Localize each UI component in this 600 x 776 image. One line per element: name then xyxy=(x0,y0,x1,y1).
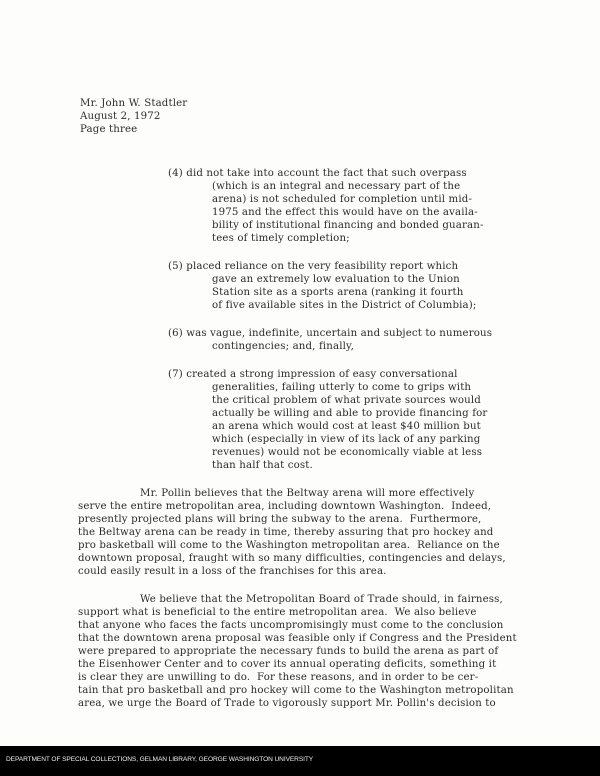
paragraph-line: We believe that the Metropolitan Board of Trade should, in fairness, xyxy=(140,594,503,605)
item-line: contingencies; and, finally, xyxy=(212,341,354,352)
item-line: (4) did not take into account the fact that such overpass xyxy=(168,168,467,179)
item-line: gave an extremely low evaluation to the Union xyxy=(212,274,460,285)
item-line: of five available sites in the District of Columbia); xyxy=(212,300,477,311)
paragraph-line: pro basketball will come to the Washington metropolitan area. Reliance on the xyxy=(78,540,500,551)
item-line: 1975 and the effect this would have on the availa- xyxy=(212,207,478,218)
item-line: tees of timely completion; xyxy=(212,233,350,244)
item-line: than half that cost. xyxy=(212,460,313,471)
paragraph-line: could easily result in a loss of the franchises for this area. xyxy=(78,566,387,577)
item-line: (6) was vague, indefinite, uncertain and subject to numerous xyxy=(168,328,493,339)
item-line: which (especially in view of its lack of any parking xyxy=(212,434,481,445)
item-line: the critical problem of what private sources would xyxy=(212,395,481,406)
recipient-name: Mr. John W. Stadtler xyxy=(80,98,188,109)
paragraph-line: Mr. Pollin believes that the Beltway arena will more effectively xyxy=(140,488,475,499)
footer-credit: DEPARTMENT OF SPECIAL COLLECTIONS, GELMAN LIBRARY, GEORGE WASHINGTON UNIVERSITY xyxy=(6,756,314,763)
letter-date: August 2, 1972 xyxy=(80,111,161,122)
item-line: (which is an integral and necessary part of the xyxy=(212,181,461,192)
item-line: an arena which would cost at least $40 million but xyxy=(212,421,481,432)
item-line: revenues) would not be economically viable at less xyxy=(212,447,483,458)
paragraph-line: downtown proposal, fraught with so many difficulties, contingencies and delays, xyxy=(78,553,506,564)
page-label: Page three xyxy=(80,124,138,135)
paragraph-line: that the downtown arena proposal was feasible only if Congress and the President xyxy=(78,633,517,644)
paragraph-line: the Beltway arena can be ready in time, thereby assuring that pro hockey and xyxy=(78,527,494,538)
paragraph-line: the Eisenhower Center and to cover its annual operating deficits, something it xyxy=(78,659,497,670)
paragraph-line: is clear they are unwilling to do. For these reasons, and in order to be cer- xyxy=(78,672,479,683)
footer-bar xyxy=(0,746,600,776)
paragraph-line: presently projected plans will bring the subway to the arena. Furthermore, xyxy=(78,514,482,525)
item-line: arena) is not scheduled for completion until mid- xyxy=(212,194,473,205)
paragraph-line: tain that pro basketball and pro hockey will come to the Washington metropolitan xyxy=(78,685,514,696)
paragraph-line: serve the entire metropolitan area, including downtown Washington. Indeed, xyxy=(78,501,492,512)
item-line: (7) created a strong impression of easy conversational xyxy=(168,369,458,380)
paragraph-line: were prepared to appropriate the necessary funds to build the arena as part of xyxy=(78,646,499,657)
paragraph-line: that anyone who faces the facts uncompromisingly must come to the conclusion xyxy=(78,620,504,631)
item-line: (5) placed reliance on the very feasibility report which xyxy=(168,261,459,272)
paragraph-line: area, we urge the Board of Trade to vigorously support Mr. Pollin's decision to xyxy=(78,698,496,709)
item-line: generalities, failing utterly to come to grips with xyxy=(212,382,472,393)
paragraph-line: support what is beneficial to the entire metropolitan area. We also believe xyxy=(78,607,477,618)
item-line: Station site as a sports arena (ranking it fourth xyxy=(212,287,464,298)
item-line: bility of institutional financing and bonded guaran- xyxy=(212,220,484,231)
item-line: actually be willing and able to provide financing for xyxy=(212,408,488,419)
